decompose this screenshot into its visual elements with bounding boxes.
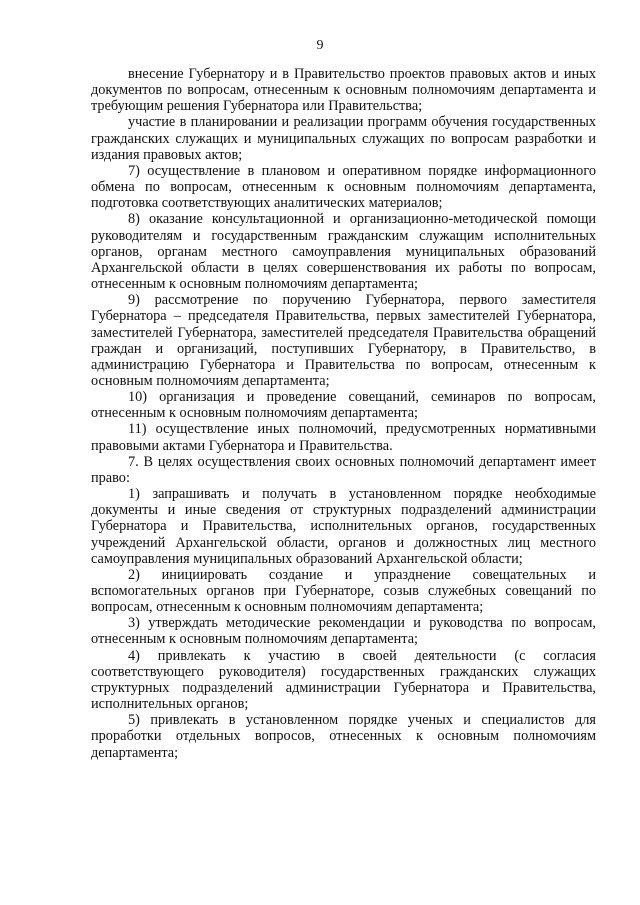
paragraph: 7) осуществление в плановом и оперативном порядке информационного обмена по вопросам, отнесенным к основным полномочиям департамента, подготовка соответствующих аналитических материалов; [91,162,596,212]
paragraph: 8) оказание консультационной и организационно-методической помощи руководителям и государственным гражданским служащим исполнительных органов, органам местного самоуправления муниципальных образований Архангельской области в целях совершенствования их работы по вопросам, отнесенным к основным полномочиям департамента; [91,211,596,293]
paragraph: 1) запрашивать и получать в установленном порядке необходимые документы и иные сведения от структурных подразделений администрации Губернатора и Правительства, исполнительных органов, государственных учреждений Архангельской области, органов и должностных лиц местного самоуправления муниципальных образований Архангельской области; [91,486,596,567]
paragraph: 4) привлекать к участию в своей деятельности (с согласия соответствующего руководителя) государственных гражданских служащих структурных подразделений администрации Губернатора и Правительства, исполнительных органов; [91,647,596,713]
paragraph: 9) рассмотрение по поручению Губернатора, первого заместителя Губернатора – председателя Правительства, первых заместителей Губернатора, заместителей Губернатора, заместителей председателя Правительства обращений граждан и организаций, поступивших Губернатору, в Правительство, в администрацию Губернатора и Правительства по вопросам, отнесенным к основным полномочиям департамента; [91,292,596,389]
document-body [91,66,596,761]
paragraph: 5) привлекать в установленном порядке ученых и специалистов для проработки отдельных вопросов, отнесенных к основным полномочиям департамента; [91,712,596,761]
paragraph: 3) утверждать методические рекомендации и руководства по вопросам, отнесенным к основным полномочиям департамента; [91,615,596,648]
paragraph: 10) организация и проведение совещаний, семинаров по вопросам, отнесенным к основным полномочиям департамента; [91,389,596,422]
paragraph: участие в планировании и реализации программ обучения государственных гражданских служащих и муниципальных служащих по вопросам разработки и издания правовых актов; [91,114,596,163]
paragraph: внесение Губернатору и в Правительство проектов правовых актов и иных документов по вопросам, отнесенным к основным полномочиям департамента и требующим решения Губернатора или Правительства; [91,66,596,115]
paragraph: 2) инициировать создание и упразднение совещательных и вспомогательных органов при Губернаторе, созыв служебных совещаний по вопросам, отнесенным к основным полномочиям департамента; [91,566,596,616]
page-number: 9 [316,38,324,53]
paragraph: 11) осуществление иных полномочий, предусмотренных нормативными правовыми актами Губернатора и Правительства. [91,421,596,454]
paragraph: 7. В целях осуществления своих основных полномочий департамент имеет право: [91,453,596,486]
